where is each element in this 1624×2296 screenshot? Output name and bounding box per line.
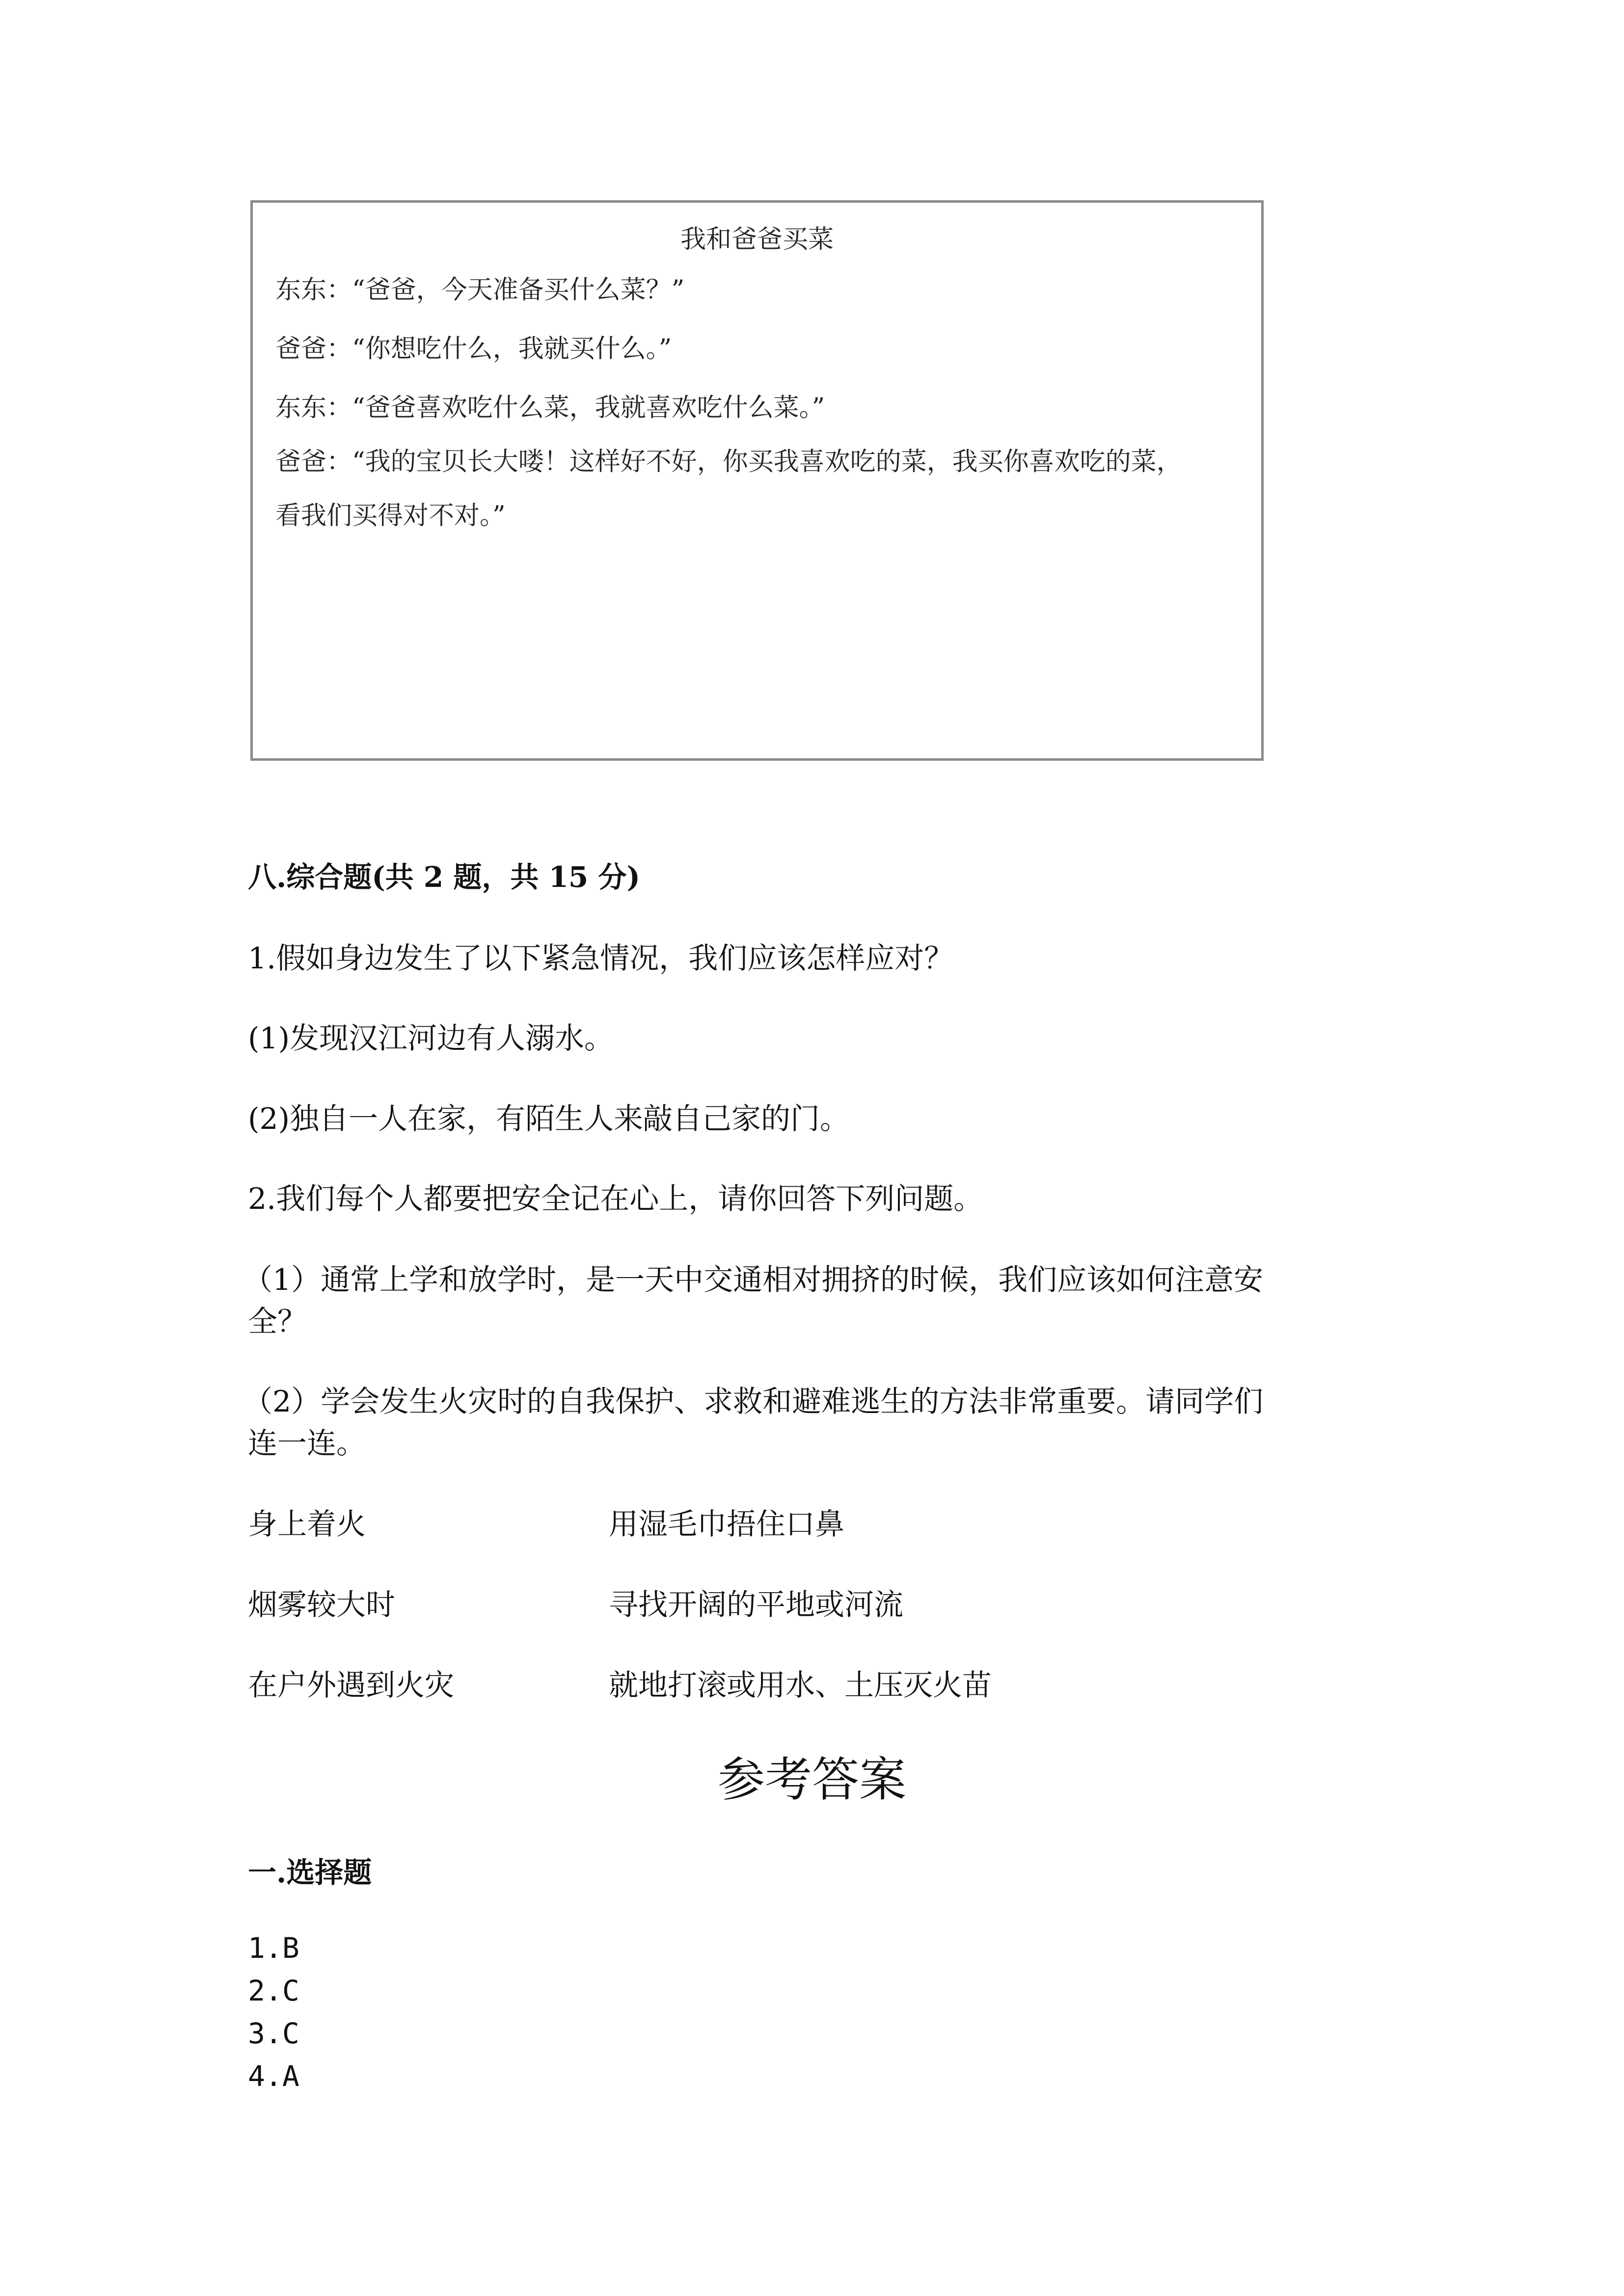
question-1-part-1: (1)发现汉江河边有人溺水。 — [248, 1021, 614, 1056]
answer-item: 4.A — [248, 2059, 299, 2093]
match-left-item: 在户外遇到火灾 — [248, 1668, 454, 1703]
dialogue-line: 东东：“爸爸，今天准备买什么菜？” — [275, 275, 685, 305]
question-1-part-2: (2)独自一人在家，有陌生人来敲自己家的门。 — [248, 1102, 849, 1136]
match-right-item: 寻找开阔的平地或河流 — [609, 1588, 903, 1622]
question-2: 2.我们每个人都要把安全记在心上，请你回答下列问题。 — [248, 1182, 983, 1216]
match-right-item: 用湿毛巾捂住口鼻 — [609, 1507, 844, 1542]
section-heading: 八.综合题(共 2 题，共 15 分) — [248, 860, 640, 894]
dialogue-box — [250, 200, 1264, 761]
dialogue-line: 看我们买得对不对。” — [275, 501, 506, 531]
question-1: 1.假如身边发生了以下紧急情况，我们应该怎样应对？ — [248, 941, 954, 976]
answer-item: 1.B — [248, 1931, 299, 1965]
answers-title: 参考答案 — [718, 1752, 906, 1807]
answers-section-heading: 一.选择题 — [248, 1856, 372, 1889]
match-left-item: 烟雾较大时 — [248, 1588, 395, 1622]
dialogue-line: 东东：“爸爸喜欢吃什么菜，我就喜欢吃什么菜。” — [275, 393, 825, 423]
answer-item: 3.C — [248, 2017, 299, 2050]
answer-item: 2.C — [248, 1974, 299, 2007]
dialogue-line: 爸爸：“你想吃什么，我就买什么。” — [275, 334, 672, 364]
match-right-item: 就地打滚或用水、土压灭火苗 — [609, 1668, 992, 1703]
dialogue-line: 爸爸：“我的宝贝长大喽！这样好不好，你买我喜欢吃的菜，我买你喜欢吃的菜， — [275, 447, 1182, 477]
dialogue-title: 我和爸爸买菜 — [680, 225, 834, 254]
match-left-item: 身上着火 — [248, 1507, 366, 1542]
question-2-part-2-cont: 连一连。 — [248, 1426, 366, 1461]
question-2-part-1: （1）通常上学和放学时，是一天中交通相对拥挤的时候，我们应该如何注意安 — [243, 1263, 1264, 1297]
question-2-part-1-cont: 全？ — [248, 1305, 307, 1339]
question-2-part-2: （2）学会发生火灾时的自我保护、求救和避难逃生的方法非常重要。请同学们 — [243, 1385, 1264, 1419]
